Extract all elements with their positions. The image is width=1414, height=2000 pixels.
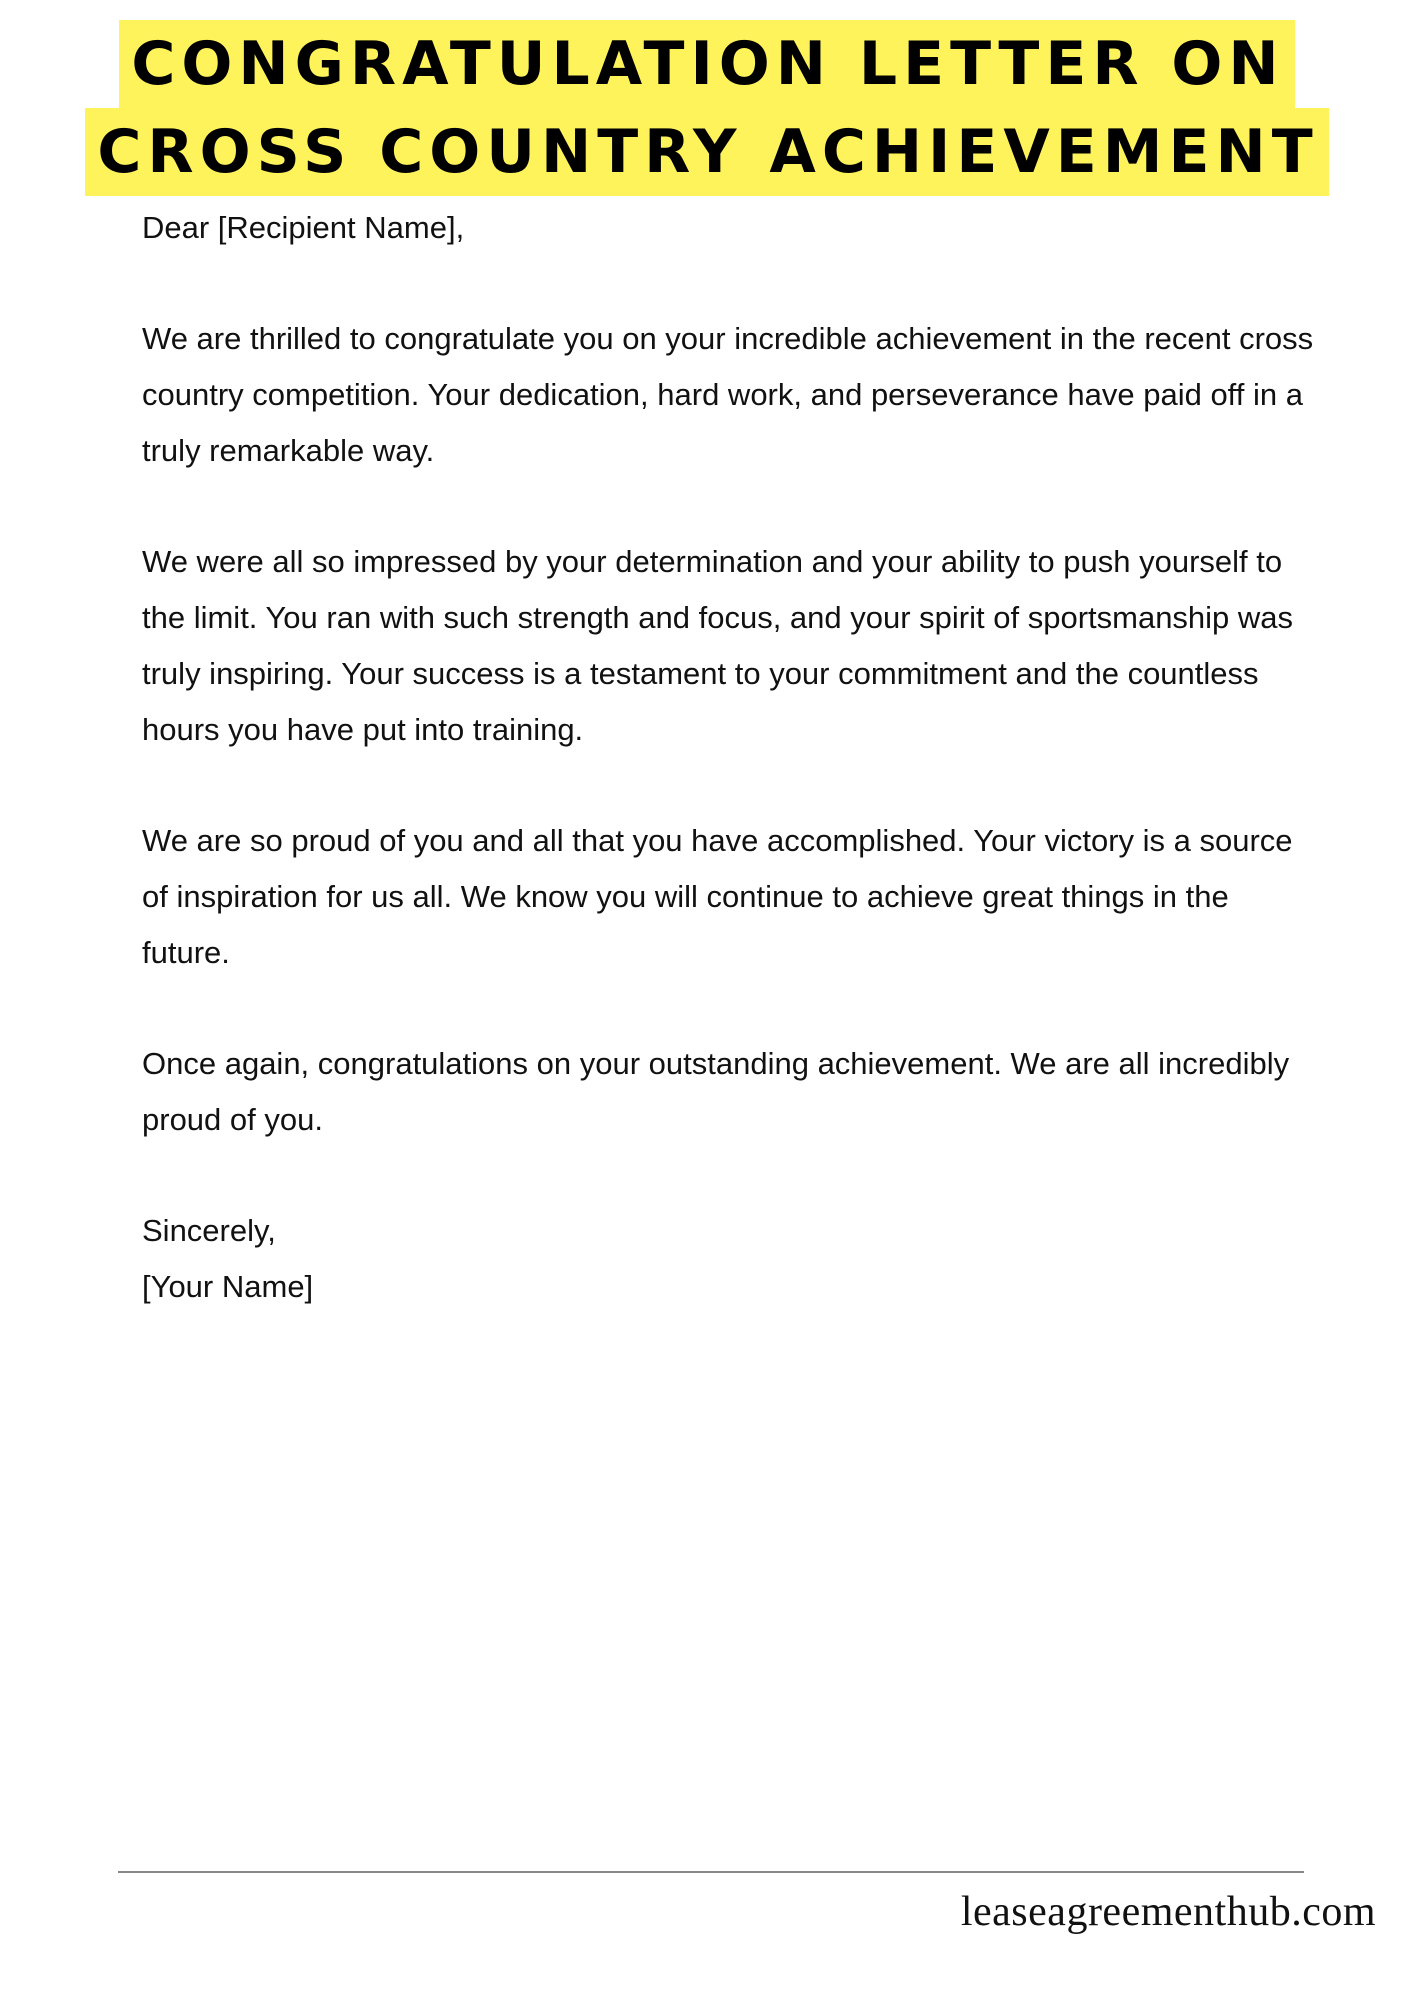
title-line-2: CROSS COUNTRY ACHIEVEMENT [85, 108, 1328, 196]
greeting: Dear [Recipient Name], [142, 210, 465, 245]
footer-divider [118, 1871, 1304, 1873]
paragraph-3: We are so proud of you and all that you have accomplished. Your victory is a source of inspiration for us all. We know you will continue to achieve great things in the future. [142, 823, 1293, 970]
document-title [0, 20, 1414, 196]
paragraph-1: We are thrilled to congratulate you on your incredible achievement in the recent cross country competition. Your dedication, hard work, and perseverance have paid off in a truly remarkable way. [142, 321, 1314, 468]
title-line-1: CONGRATULATION LETTER ON [119, 20, 1294, 108]
letter-body [142, 200, 1322, 1315]
signature: [Your Name] [142, 1269, 314, 1304]
closing: Sincerely, [142, 1213, 276, 1248]
paragraph-2: We were all so impressed by your determination and your ability to push yourself to the limit. You ran with such strength and focus, and your spirit of sportsmanship was truly inspiring. Your success is a testament to your commitment and the countless hours you have put into training. [142, 544, 1294, 747]
paragraph-4: Once again, congratulations on your outstanding achievement. We are all incredibly proud of you. [142, 1046, 1290, 1137]
closing-block [142, 1203, 1322, 1315]
footer-brand: leaseagreementhub.com [960, 1889, 1376, 1935]
